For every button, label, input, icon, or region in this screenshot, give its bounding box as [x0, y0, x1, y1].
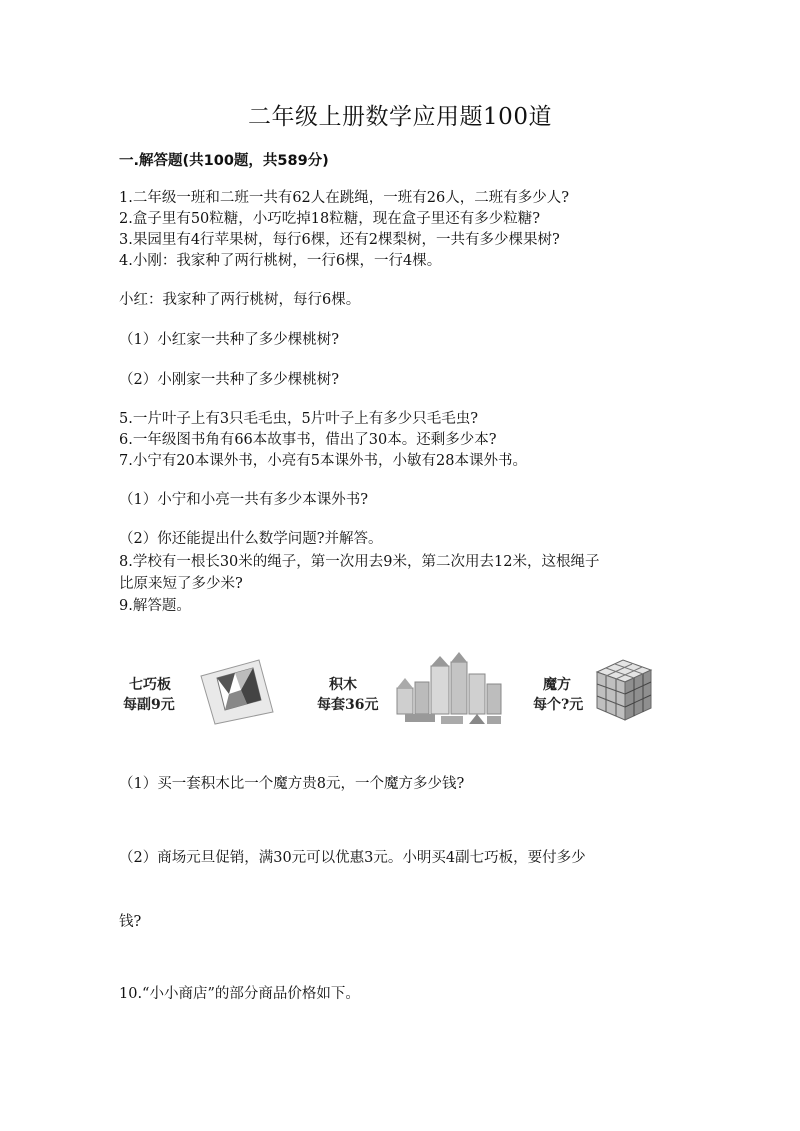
question-7-part-1: （1）小宁和小亮一共有多少本课外书?: [119, 492, 368, 508]
building-blocks-image: [395, 652, 505, 730]
product-price-strip: [119, 648, 584, 730]
section-header: 一.解答题(共100题，共589分): [119, 153, 329, 169]
product-name: 魔方: [543, 677, 571, 693]
product-tangram: [119, 648, 279, 730]
question-9-part-2-line-2: 钱?: [119, 914, 142, 930]
product-rubiks-cube: [529, 648, 664, 730]
product-name: 七巧板: [129, 677, 171, 693]
question-8-line-1: 8.学校有一根长30米的绳子，第一次用去9米，第二次用去12米，这根绳子: [119, 554, 600, 570]
question-5: 5.一片叶子上有3只毛毛虫，5片叶子上有多少只毛毛虫?: [119, 411, 479, 427]
question-7-part-2: （2）你还能提出什么数学问题?并解答。: [119, 531, 383, 547]
question-9: 9.解答题。: [119, 598, 191, 614]
question-2: 2.盒子里有50粒糖，小巧吃掉18粒糖，现在盒子里还有多少粒糖?: [119, 211, 541, 227]
question-4-part-2: （2）小刚家一共种了多少棵桃树?: [119, 372, 339, 388]
question-4-part-1: （1）小红家一共种了多少棵桃树?: [119, 332, 339, 348]
question-3: 3.果园里有4行苹果树，每行6棵，还有2棵梨树，一共有多少棵果树?: [119, 232, 560, 248]
question-6: 6.一年级图书角有66本故事书，借出了30本。还剩多少本?: [119, 432, 497, 448]
product-building-blocks: [309, 648, 509, 730]
tangram-image: [197, 656, 277, 726]
question-4: 4.小刚：我家种了两行桃树，一行6棵，一行4棵。: [119, 253, 442, 269]
product-price: 每个?元: [533, 697, 584, 713]
question-1: 1.二年级一班和二班一共有62人在跳绳，一班有26人，二班有多少人?: [119, 190, 570, 206]
product-price: 每副9元: [123, 697, 175, 713]
question-4-statement-b: 小红：我家种了两行桃树，每行6棵。: [119, 292, 361, 308]
product-price: 每套36元: [317, 697, 379, 713]
question-7: 7.小宁有20本课外书，小亮有5本课外书，小敏有28本课外书。: [119, 453, 527, 469]
product-name: 积木: [329, 677, 357, 693]
page-title: 二年级上册数学应用题100道: [248, 104, 552, 130]
question-8-line-2: 比原来短了多少米?: [119, 576, 243, 592]
question-9-part-2-line-1: （2）商场元旦促销，满30元可以优惠3元。小明买4副七巧板，要付多少: [119, 850, 586, 866]
rubiks-cube-image: [593, 656, 655, 724]
question-10: 10.“小小商店”的部分商品价格如下。: [119, 986, 360, 1002]
question-9-part-1: （1）买一套积木比一个魔方贵8元，一个魔方多少钱?: [119, 776, 465, 792]
